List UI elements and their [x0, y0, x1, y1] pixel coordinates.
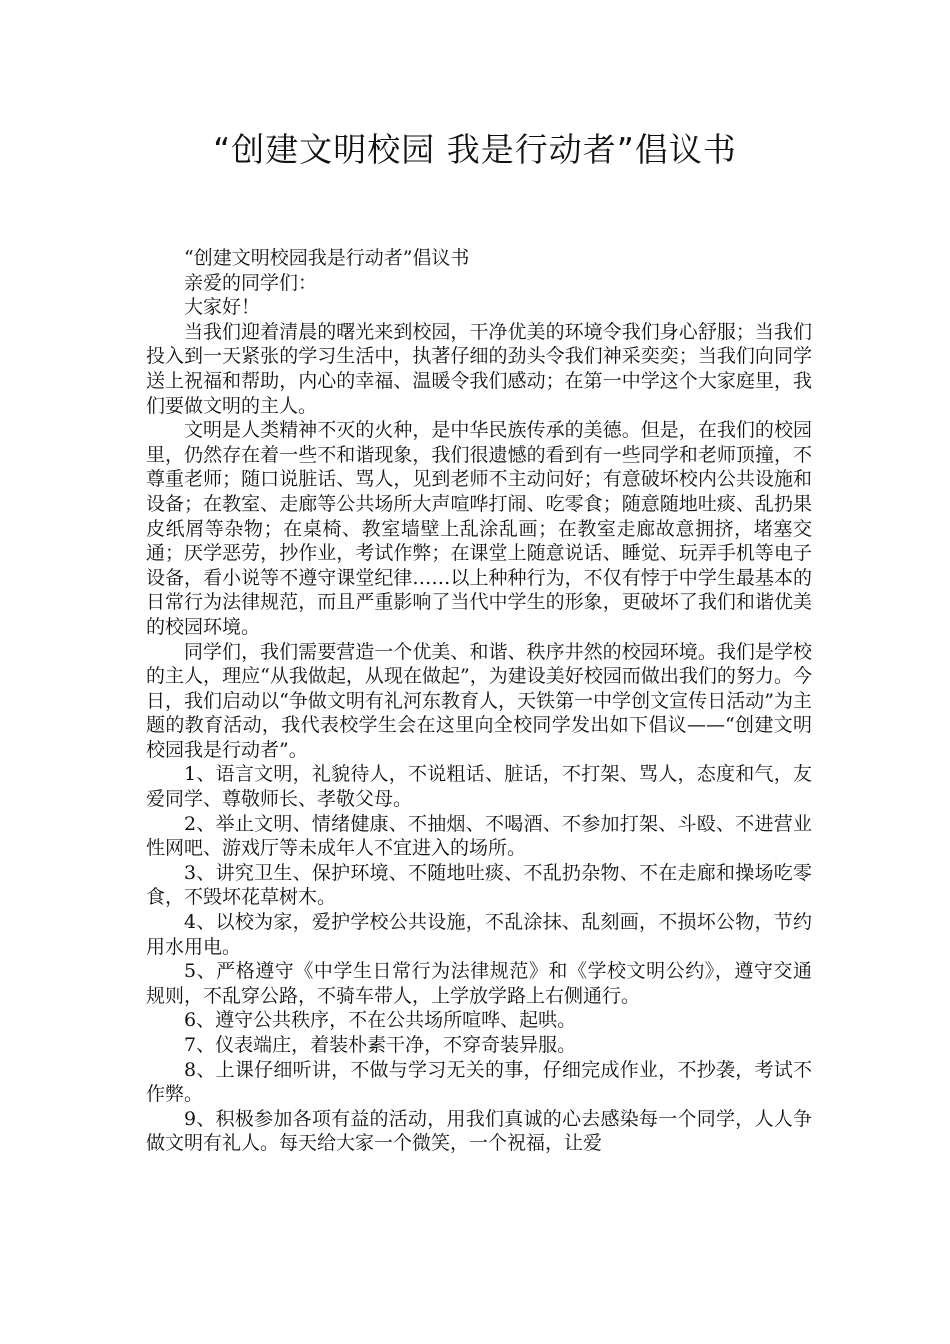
paragraph: 当我们迎着清晨的曙光来到校园，干净优美的环境令我们身心舒服；当我们投入到一天紧张的学习生活中，执著仔细的劲头令我们神采奕奕；当我们向同学送上祝福和帮助，内心的幸福、温暖令我们感动；在第一中学这个大家庭里，我们要做文明的主人。	[146, 320, 812, 417]
proposal-item: 3、讲究卫生、保护环境、不随地吐痰、不乱扔杂物、不在走廊和操场吃零食，不毁坏花草树木。	[146, 861, 812, 909]
salutation: 亲爱的同学们：	[184, 271, 318, 294]
paragraph: 文明是人类精神不灭的火种，是中华民族传承的美德。但是，在我们的校园里，仍然存在着一些不和谐现象，我们很遗憾的看到有一些同学和老师顶撞，不尊重老师；随口说脏话、骂人，见到老师不主动问好；有意破坏校内公共设施和设备；在教室、走廊等公共场所大声喧哗打闹、吃零食；随意随地吐痰、乱扔果皮纸屑等杂物；在桌椅、教室墙壁上乱涂乱画；在教室走廊故意拥挤，堵塞交通；厌学恶劳，抄作业，考试作弊；在课堂上随意说话、睡觉、玩弄手机等电子设备，看小说等不遵守课堂纪律……以上种种行为，不仅有悖于中学生最基本的日常行为法律规范，而且严重影响了当代中学生的形象，更破坏了我们和谐优美的校园环境。	[146, 419, 812, 638]
body-heading: “创建文明校园我是行动者”倡议书	[184, 247, 470, 269]
proposal-item: 8、上课仔细听讲，不做与学习无关的事，仔细完成作业，不抄袭，考试不作弊。	[146, 1058, 812, 1106]
document-body	[146, 246, 812, 1156]
document-title: “创建文明校园 我是行动者”倡议书	[213, 130, 737, 169]
proposal-item: 4、以校为家，爱护学校公共设施，不乱涂抹、乱刻画，不损坏公物，节约用水用电。	[146, 911, 812, 958]
paragraph: 同学们，我们需要营造一个优美、和谐、秩序井然的校园环境。我们是学校的主人，理应“从我做起，从现在做起”，为建设美好校园而做出我们的努力。今日，我们启动以“争做文明有礼河东教育人，天铁第一中学创文宣传日活动”为主题的教育活动，我代表校学生会在这里向全校同学发出如下倡议——“创建文明校园我是行动者”。	[146, 640, 812, 761]
proposal-item: 1、语言文明，礼貌待人，不说粗话、脏话，不打架、骂人，态度和气，友爱同学、尊敬师长、孝敬父母。	[146, 763, 812, 811]
proposal-item: 5、严格遵守《中学生日常行为法律规范》和《学校文明公约》，遵守交通规则，不乱穿公路，不骑车带人，上学放学路上右侧通行。	[146, 960, 812, 1007]
proposal-item: 7、仪表端庄，着装朴素干净，不穿奇装异服。	[184, 1034, 577, 1056]
proposal-item: 9、积极参加各项有益的活动，用我们真诚的心去感染每一个同学，人人争做文明有礼人。每天给大家一个微笑，一个祝福，让爱	[146, 1107, 812, 1155]
proposal-item: 2、举止文明、情绪健康、不抽烟、不喝酒、不参加打架、斗殴、不进营业性网吧、游戏厅等未成年人不宜进入的场所。	[146, 812, 812, 860]
greeting: 大家好！	[184, 296, 261, 319]
proposal-item: 6、遵守公共秩序，不在公共场所喧哗、起哄。	[184, 1009, 577, 1032]
